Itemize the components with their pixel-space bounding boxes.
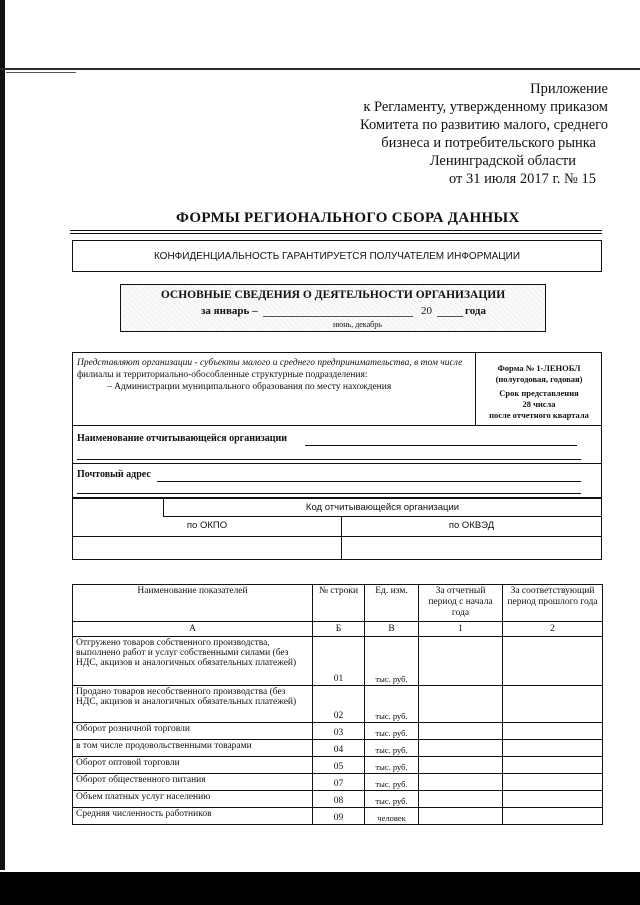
presenters-italic: Представляют организации - субъекты малого и среднего предпринимательства, в том числе <box>77 358 463 368</box>
letter-v: В <box>365 622 419 637</box>
table-header-row <box>73 585 603 622</box>
row-current-value[interactable] <box>419 757 503 774</box>
row-unit: тыс. руб. <box>365 757 419 774</box>
row-current-value[interactable] <box>419 791 503 808</box>
header-current: За отчетный период с начала года <box>419 585 503 622</box>
row-current-value[interactable] <box>419 686 503 723</box>
confidentiality-notice: КОНФИДЕНЦИАЛЬНОСТЬ ГАРАНТИРУЕТСЯ ПОЛУЧАТЕЛЕМ ИНФОРМАЦИИ <box>72 240 602 272</box>
basic-info-box <box>120 284 546 332</box>
row-previous-value[interactable] <box>503 740 603 757</box>
row-current-value[interactable] <box>419 740 503 757</box>
row-unit: тыс. руб. <box>365 740 419 757</box>
row-name: Средняя численность работников <box>73 808 313 825</box>
header-row-no: № строки <box>313 585 365 622</box>
appendix-line-3: Комитета по развитию малого, среднего <box>360 117 608 133</box>
scan-line-top <box>0 68 640 70</box>
row-number: 03 <box>313 723 365 740</box>
row-current-value[interactable] <box>419 808 503 825</box>
address-label: Почтовый адрес <box>77 469 151 480</box>
row-current-value[interactable] <box>419 637 503 686</box>
okved-field[interactable] <box>341 537 601 559</box>
org-name-label: Наименование отчитывающейся организации <box>77 433 288 444</box>
org-name-field[interactable] <box>305 445 577 446</box>
presenters-rest: филиалы и территориально-обособленные структурные подразделения: <box>77 370 368 380</box>
table-row <box>73 686 603 723</box>
form-deadline-after: после отчетного квартала <box>489 410 589 420</box>
row-name: Оборот оптовой торговли <box>73 757 313 774</box>
appendix-block <box>308 80 608 188</box>
row-unit: тыс. руб. <box>365 686 419 723</box>
row-current-value[interactable] <box>419 774 503 791</box>
row-previous-value[interactable] <box>503 791 603 808</box>
row-name: Оборот розничной торговли <box>73 723 313 740</box>
table-letters-row <box>73 622 603 637</box>
scan-edge-bottom <box>0 872 640 905</box>
row-name: Продано товаров несобственного производства (без НДС, акцизов и аналогичных обязательных платежей) <box>73 686 313 723</box>
row-name: Отгружено товаров собственного производства, выполнено работ и услуг собственными силами (без НДС, акцизов и аналогичных обязательных платежей) <box>73 637 313 686</box>
row-previous-value[interactable] <box>503 723 603 740</box>
divider <box>73 425 601 426</box>
row-number: 07 <box>313 774 365 791</box>
table-row <box>73 808 603 825</box>
table-row <box>73 791 603 808</box>
form-deadline-day: 28 числа <box>522 399 556 409</box>
org-name-field-line-2[interactable] <box>77 459 581 460</box>
codes-header: Код отчитывающейся организации <box>163 499 601 517</box>
row-name: Объем платных услуг населению <box>73 791 313 808</box>
appendix-line-5: Ленинградской области <box>429 153 576 169</box>
header-name: Наименование показателей <box>73 585 313 622</box>
form-deadline-label: Срок представления <box>499 388 579 398</box>
table-row <box>73 740 603 757</box>
organization-codes <box>72 498 602 560</box>
presenters-text <box>77 357 473 393</box>
table-row <box>73 637 603 686</box>
table-row <box>73 774 603 791</box>
presenters-recipient: – Администрации муниципального образования по месту нахождения <box>107 382 392 392</box>
row-previous-value[interactable] <box>503 757 603 774</box>
row-number: 09 <box>313 808 365 825</box>
header-unit: Ед. изм. <box>365 585 419 622</box>
row-name: в том числе продовольственными товарами <box>73 740 313 757</box>
appendix-line-1: Приложение <box>530 81 608 97</box>
title-rule-1 <box>70 230 602 231</box>
title-rule-2 <box>70 233 602 234</box>
row-previous-value[interactable] <box>503 637 603 686</box>
okpo-label: по ОКПО <box>73 516 341 537</box>
year-field[interactable] <box>437 316 463 317</box>
year-prefix: 20 <box>421 305 432 317</box>
row-name: Оборот общественного питания <box>73 774 313 791</box>
row-number: 04 <box>313 740 365 757</box>
header-previous: За соответствующий период прошлого года <box>503 585 603 622</box>
row-unit: тыс. руб. <box>365 723 419 740</box>
row-number: 01 <box>313 637 365 686</box>
row-previous-value[interactable] <box>503 808 603 825</box>
scan-edge-left <box>0 0 5 870</box>
divider <box>73 463 601 464</box>
letter-b: Б <box>313 622 365 637</box>
appendix-line-4: бизнеса и потребительского рынка <box>381 135 596 151</box>
row-number: 08 <box>313 791 365 808</box>
row-number: 05 <box>313 757 365 774</box>
row-previous-value[interactable] <box>503 774 603 791</box>
address-field-line-2[interactable] <box>77 493 581 494</box>
divider <box>475 353 476 425</box>
row-unit: тыс. руб. <box>365 637 419 686</box>
basic-info-heading: ОСНОВНЫЕ СВЕДЕНИЯ О ДЕЯТЕЛЬНОСТИ ОРГАНИЗАЦИИ <box>160 289 506 301</box>
letter-a: А <box>73 622 313 637</box>
table-row <box>73 757 603 774</box>
row-unit: человек <box>365 808 419 825</box>
months-hint: июнь, декабрь <box>333 320 382 329</box>
appendix-line-6: от 31 июля 2017 г. № 15 <box>448 171 596 187</box>
period-month-field[interactable] <box>263 316 413 317</box>
year-suffix: года <box>465 305 486 317</box>
table-row <box>73 723 603 740</box>
form-periodicity: (полугодовая, годовая) <box>495 374 583 384</box>
address-field[interactable] <box>157 481 581 482</box>
page-title: ФОРМЫ РЕГИОНАЛЬНОГО СБОРА ДАННЫХ <box>176 210 520 226</box>
okved-label: по ОКВЭД <box>341 516 601 537</box>
row-number: 02 <box>313 686 365 723</box>
indicators-table <box>72 584 603 825</box>
row-unit: тыс. руб. <box>365 774 419 791</box>
form-number: Форма № 1-ЛЕНОБЛ <box>497 363 581 373</box>
organization-info-box <box>72 352 602 498</box>
okpo-field[interactable] <box>73 537 341 559</box>
scan-line-mark <box>6 72 76 73</box>
period-prefix: за январь – <box>201 305 258 317</box>
row-current-value[interactable] <box>419 723 503 740</box>
appendix-line-2: к Регламенту, утвержденному приказом <box>363 99 608 115</box>
letter-1: 1 <box>419 622 503 637</box>
form-info <box>477 363 601 421</box>
row-unit: тыс. руб. <box>365 791 419 808</box>
row-previous-value[interactable] <box>503 686 603 723</box>
letter-2: 2 <box>503 622 603 637</box>
